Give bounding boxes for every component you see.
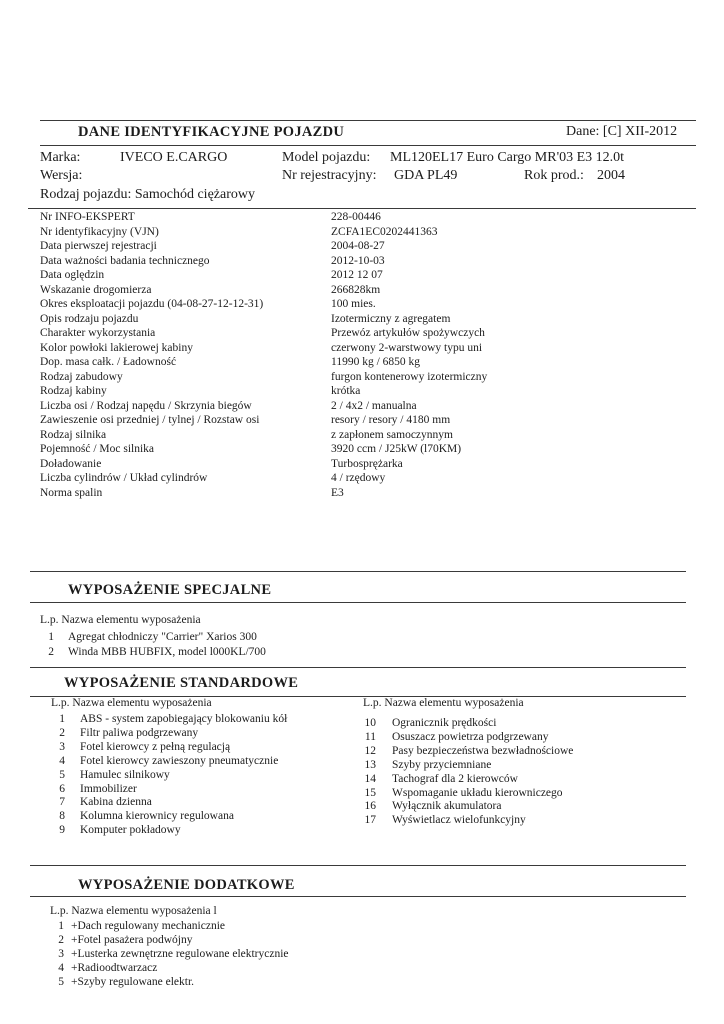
additional-title: WYPOSAŻENIE DODATKOWE bbox=[78, 877, 295, 893]
standard-item-number: 7 bbox=[59, 796, 65, 809]
additional-top-rule bbox=[30, 865, 686, 866]
standard-item-number: 14 bbox=[364, 772, 376, 785]
standard-item-name: Fotel kierowcy zawieszony pneumatycznie bbox=[80, 754, 279, 767]
detail-label: Okres eksploatacji pojazdu (04-08-27-12-12-31) bbox=[40, 298, 264, 310]
special-title-rule bbox=[30, 602, 686, 603]
marka-label: Marka: bbox=[40, 150, 81, 165]
detail-value: 100 mies. bbox=[331, 298, 376, 310]
standard-item-number: 16 bbox=[364, 800, 376, 813]
header-bottom-rule bbox=[28, 208, 696, 209]
standard-col-header-right: L.p. Nazwa elementu wyposażenia bbox=[363, 697, 524, 709]
standard-item-name: Wspomaganie układu kierowniczego bbox=[392, 786, 563, 799]
detail-label: Rodzaj zabudowy bbox=[40, 370, 123, 383]
additional-item-number: 5 bbox=[58, 975, 64, 988]
additional-item-number: 3 bbox=[58, 947, 64, 960]
wersja-label: Wersja: bbox=[40, 168, 83, 183]
detail-value: 2012-10-03 bbox=[331, 254, 385, 267]
additional-item-name: +Fotel pasażera podwójny bbox=[71, 933, 193, 946]
detail-value: 266828km bbox=[331, 283, 381, 296]
top-rule bbox=[40, 120, 696, 121]
standard-item-name: Filtr paliwa podgrzewany bbox=[80, 726, 199, 739]
model-label: Model pojazdu: bbox=[282, 150, 371, 165]
special-item-name: Agregat chłodniczy "Carrier" Xarios 300 bbox=[68, 631, 257, 643]
detail-label: Liczba osi / Rodzaj napędu / Skrzynia biegów bbox=[40, 399, 252, 412]
detail-label: Nr INFO-EKSPERT bbox=[40, 211, 135, 223]
standard-item-name: Ogranicznik prędkości bbox=[392, 717, 497, 729]
detail-value: krótka bbox=[331, 385, 361, 397]
special-item-name: Winda MBB HUBFIX, model l000KL/700 bbox=[68, 646, 266, 658]
standard-item-name: Szyby przyciemniane bbox=[392, 758, 492, 771]
standard-item-number: 5 bbox=[59, 768, 65, 781]
detail-label: Wskazanie drogomierza bbox=[40, 283, 152, 296]
special-bottom-rule bbox=[30, 667, 686, 668]
detail-label: Opis rodzaju pojazdu bbox=[40, 312, 139, 325]
special-top-rule bbox=[30, 571, 686, 572]
additional-col-header: L.p. Nazwa elementu wyposażenia l bbox=[50, 905, 217, 917]
standard-col-header-left: L.p. Nazwa elementu wyposażenia bbox=[51, 697, 212, 709]
standard-title: WYPOSAŻENIE STANDARDOWE bbox=[64, 675, 299, 691]
detail-value: 2004-08-27 bbox=[331, 240, 385, 252]
detail-value: 2 / 4x2 / manualna bbox=[331, 399, 417, 412]
detail-label: Data ważności badania technicznego bbox=[40, 254, 210, 267]
detail-value: 228-00446 bbox=[331, 211, 381, 223]
detail-value: 2012 12 07 bbox=[331, 269, 383, 281]
detail-label: Data pierwszej rejestracji bbox=[40, 240, 157, 252]
detail-label: Doładowanie bbox=[40, 457, 102, 470]
model-value: ML120EL17 Euro Cargo MR'03 E3 12.0t bbox=[390, 150, 625, 165]
standard-item-name: Wyświetlacz wielofunkcyjny bbox=[392, 814, 526, 827]
additional-title-rule bbox=[30, 896, 686, 897]
standard-item-name: Komputer pokładowy bbox=[80, 824, 181, 837]
additional-item-number: 4 bbox=[58, 961, 64, 974]
data-date: Dane: [C] XII-2012 bbox=[566, 124, 678, 139]
detail-value: Przewóz artykułów spożywczych bbox=[331, 327, 485, 339]
detail-label: Nr identyfikacyjny (VJN) bbox=[40, 225, 159, 238]
standard-item-name: Wyłącznik akumulatora bbox=[392, 800, 502, 813]
detail-value: 3920 ccm / J25kW (l70KM) bbox=[331, 443, 462, 455]
rej-value: GDA PL49 bbox=[394, 168, 458, 183]
standard-item-number: 1 bbox=[59, 713, 65, 725]
standard-item-number: 12 bbox=[364, 744, 376, 757]
detail-value: furgon kontenerowy izotermiczny bbox=[331, 370, 488, 383]
standard-item-number: 13 bbox=[364, 758, 376, 771]
special-item-number: 2 bbox=[48, 646, 54, 658]
standard-item-number: 6 bbox=[59, 782, 65, 795]
detail-label: Norma spalin bbox=[40, 486, 103, 499]
page-title: DANE IDENTYFIKACYJNE POJAZDU bbox=[78, 124, 345, 140]
special-col-header: L.p. Nazwa elementu wyposażenia bbox=[40, 614, 201, 626]
detail-label: Kolor powłoki lakierowej kabiny bbox=[40, 341, 193, 354]
detail-value: Turbosprężarka bbox=[331, 457, 403, 470]
rok-value: 2004 bbox=[597, 168, 625, 183]
special-title: WYPOSAŻENIE SPECJALNE bbox=[68, 582, 272, 598]
detail-value: 11990 kg / 6850 kg bbox=[331, 356, 421, 368]
standard-item-number: 15 bbox=[364, 786, 376, 799]
detail-label: Charakter wykorzystania bbox=[40, 327, 156, 339]
detail-value: ZCFA1EC0202441363 bbox=[331, 225, 438, 238]
detail-value: resory / resory / 4180 mm bbox=[331, 414, 451, 426]
additional-item-name: +Dach regulowany mechanicznie bbox=[71, 920, 225, 932]
standard-item-name: Tachograf dla 2 kierowców bbox=[392, 772, 518, 785]
standard-item-name: Hamulec silnikowy bbox=[80, 768, 170, 781]
title-rule bbox=[40, 145, 696, 146]
marka-value: IVECO E.CARGO bbox=[120, 150, 228, 165]
additional-item-name: +Szyby regulowane elektr. bbox=[71, 975, 195, 988]
standard-item-name: Immobilizer bbox=[80, 782, 137, 795]
standard-item-number: 9 bbox=[59, 824, 65, 837]
rodzaj-pojazdu: Rodzaj pojazdu: Samochód ciężarowy bbox=[40, 187, 255, 202]
detail-label: Rodzaj kabiny bbox=[40, 385, 107, 397]
special-item-number: 1 bbox=[48, 631, 54, 643]
standard-item-number: 3 bbox=[59, 740, 65, 753]
detail-value: Izotermiczny z agregatem bbox=[331, 312, 451, 325]
detail-value: 4 / rzędowy bbox=[331, 472, 386, 484]
detail-label: Zawieszenie osi przedniej / tylnej / Rozstaw osi bbox=[40, 414, 260, 426]
standard-item-name: Pasy bezpieczeństwa bezwładnościowe bbox=[392, 744, 574, 757]
standard-item-name: Kabina dzienna bbox=[80, 796, 152, 809]
detail-label: Pojemność / Moc silnika bbox=[40, 443, 155, 455]
standard-item-name: Fotel kierowcy z pełną regulacją bbox=[80, 740, 231, 753]
standard-item-number: 17 bbox=[364, 814, 376, 827]
standard-item-number: 10 bbox=[364, 717, 376, 729]
detail-value: z zapłonem samoczynnym bbox=[331, 428, 453, 441]
standard-item-name: Osuszacz powietrza podgrzewany bbox=[392, 730, 549, 743]
detail-value: czerwony 2-warstwowy typu uni bbox=[331, 341, 483, 354]
additional-item-name: +Lusterka zewnętrzne regulowane elektrycznie bbox=[71, 947, 289, 960]
additional-item-name: +Radioodtwarzacz bbox=[71, 961, 158, 974]
detail-label: Rodzaj silnika bbox=[40, 428, 107, 441]
standard-item-number: 8 bbox=[59, 810, 65, 823]
standard-item-number: 2 bbox=[59, 726, 65, 739]
additional-item-number: 1 bbox=[58, 920, 64, 932]
additional-item-number: 2 bbox=[58, 933, 64, 946]
standard-item-name: Kolumna kierownicy regulowana bbox=[80, 810, 234, 823]
standard-item-name: ABS - system zapobiegający blokowaniu kół bbox=[80, 713, 288, 725]
standard-item-number: 11 bbox=[364, 730, 376, 743]
rok-label: Rok prod.: bbox=[524, 168, 584, 183]
detail-label: Dop. masa całk. / Ładowność bbox=[40, 356, 177, 368]
detail-label: Liczba cylindrów / Układ cylindrów bbox=[40, 472, 208, 484]
detail-value: E3 bbox=[331, 486, 344, 499]
standard-item-number: 4 bbox=[59, 754, 65, 767]
detail-label: Data oględzin bbox=[40, 269, 105, 281]
rej-label: Nr rejestracyjny: bbox=[282, 168, 377, 183]
